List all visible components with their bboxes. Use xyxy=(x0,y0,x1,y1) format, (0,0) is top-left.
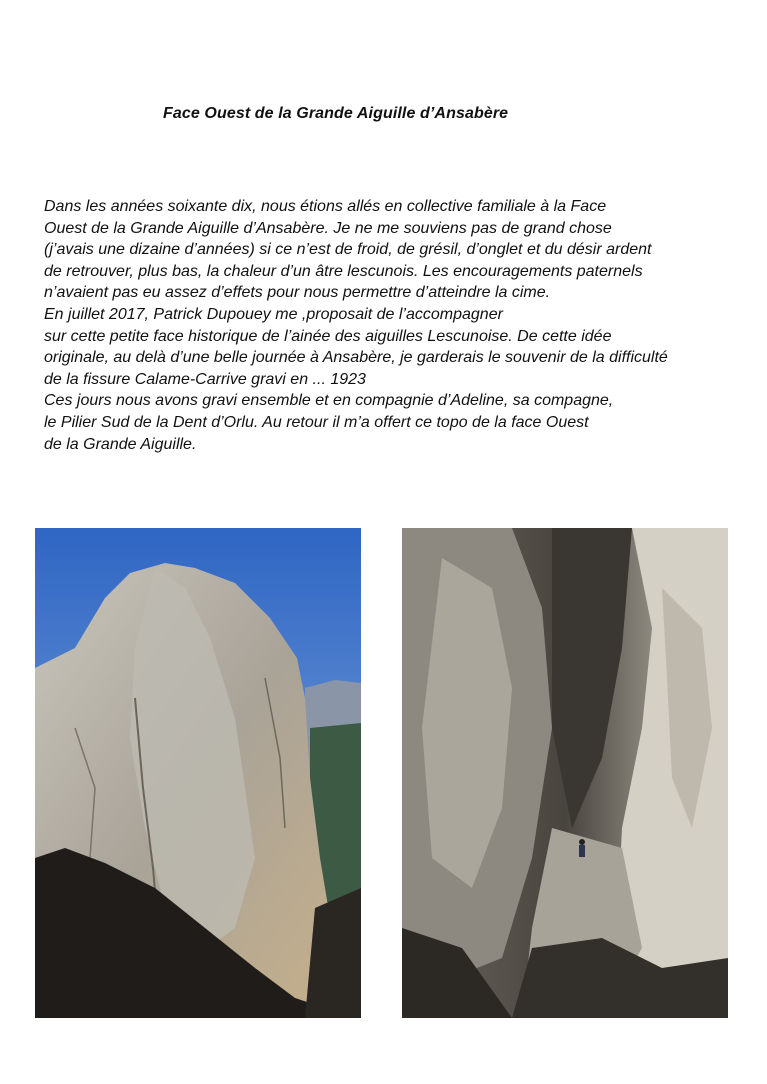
text-line: En juillet 2017, Patrick Dupouey me ,proposait de l’accompagner xyxy=(44,305,503,323)
photo-rock-face xyxy=(35,528,361,1018)
text-line: Ouest de la Grande Aiguille d’Ansabère. Je ne me souviens pas de grand chose xyxy=(44,219,612,237)
gully-illustration xyxy=(402,528,728,1018)
text-line: sur cette petite face historique de l’ainée des aiguilles Lescunoise. De cette idée xyxy=(44,327,612,345)
text-line: Ces jours nous avons gravi ensemble et en compagnie d’Adeline, sa compagne, xyxy=(44,392,614,410)
page-title: Face Ouest de la Grande Aiguille d’Ansabère xyxy=(163,105,509,122)
climber-figure xyxy=(579,839,585,845)
text-line: n’avaient pas eu assez d’effets pour nous permettre d’atteindre la cime. xyxy=(44,284,551,302)
text-line: Dans les années soixante dix, nous étions allés en collective familiale à la Face xyxy=(44,198,607,215)
rock-face-illustration xyxy=(35,528,361,1018)
text-line: de la fissure Calame-Carrive gravi en ... 1923 xyxy=(44,370,366,388)
body-paragraph xyxy=(44,196,759,455)
text-line: de retrouver, plus bas, la chaleur d’un âtre lescunois. Les encouragements paternels xyxy=(44,262,643,280)
text-line: de la Grande Aiguille. xyxy=(44,435,197,453)
photo-gully-climber xyxy=(402,528,728,1018)
text-line: originale, au delà d’une belle journée à Ansabère, je garderais le souvenir de la difficulté xyxy=(44,349,668,367)
text-line: le Pilier Sud de la Dent d’Orlu. Au retour il m’a offert ce topo de la face Ouest xyxy=(44,413,589,431)
text-line: (j’avais une dizaine d’années) si ce n’est de froid, de grésil, d’onglet et du désir ardent xyxy=(44,241,652,259)
